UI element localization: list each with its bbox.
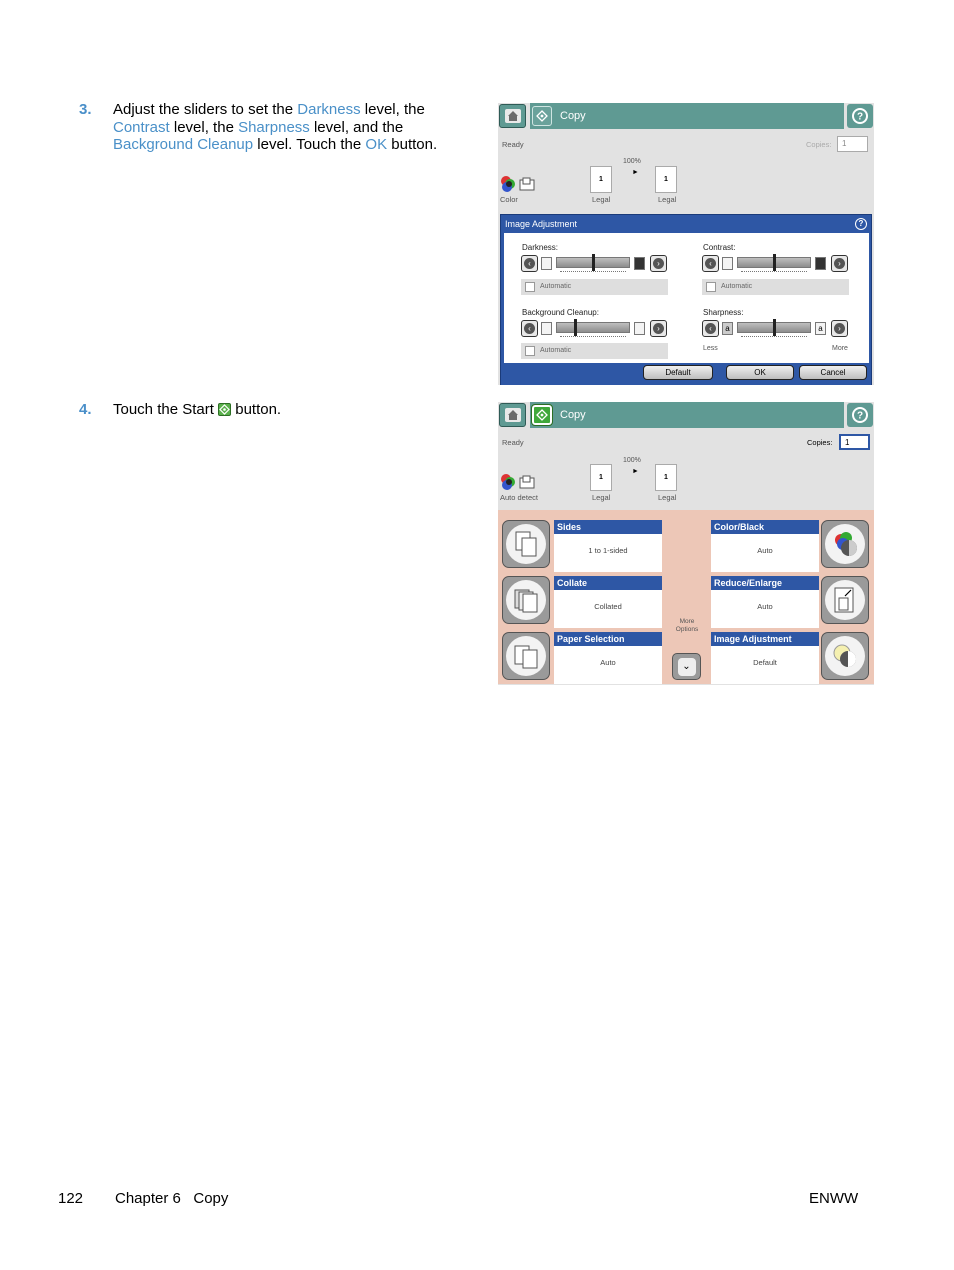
light-icon (541, 257, 552, 270)
contrast-automatic-checkbox[interactable] (702, 279, 849, 295)
slider-thumb[interactable] (592, 254, 595, 271)
title-bar-copy (530, 103, 844, 129)
background-cleanup-link[interactable]: Background Cleanup (113, 136, 254, 153)
page-number: 122 (58, 1190, 84, 1207)
background-ticks (560, 336, 626, 340)
color-mode-label: Auto detect (500, 493, 538, 502)
dialog-title: Image Adjustment (505, 219, 578, 229)
paper-right: Legal (658, 195, 677, 204)
collate-option-label: Collate (554, 576, 662, 590)
footer-right: ENWW (809, 1190, 859, 1207)
copy-options-area (498, 510, 874, 684)
darkness-link[interactable]: Darkness (297, 101, 361, 118)
collate-option[interactable] (554, 576, 662, 628)
title-bar (498, 103, 874, 129)
sharpness-increase-button[interactable]: › (831, 320, 848, 337)
low-contrast-icon (722, 257, 733, 270)
color-black-option-icon[interactable] (821, 520, 869, 568)
image-adjustment-option-value: Default (753, 658, 777, 667)
reduce-enlarge-option-icon[interactable] (821, 576, 869, 624)
paper-right: Legal (658, 493, 677, 502)
reduce-enlarge-option-label: Reduce/Enlarge (711, 576, 819, 590)
sides-option-label: Sides (554, 520, 662, 534)
status-text: Ready (502, 438, 524, 447)
copies-field[interactable]: 1 (839, 434, 870, 450)
background-automatic-checkbox[interactable] (521, 343, 668, 359)
help-icon (851, 107, 869, 125)
step-text-part: level. Touch the (253, 136, 366, 153)
paper-selection-option-value: Auto (600, 658, 616, 667)
home-button[interactable] (499, 104, 526, 128)
start-copy-icon[interactable] (532, 106, 552, 126)
color-black-option-value: Auto (757, 546, 773, 555)
collate-option-value: Collated (594, 602, 622, 611)
soft-icon: a (722, 322, 733, 335)
more-options-line: Options (675, 626, 699, 633)
background-dark-icon (634, 322, 645, 335)
start-icon (218, 403, 231, 416)
image-adjustment-option-label: Image Adjustment (711, 632, 819, 646)
step-text-part: Adjust the sliders to set the (113, 101, 298, 118)
more-options-button[interactable] (672, 653, 701, 680)
automatic-label: Automatic (721, 283, 753, 290)
sides-option[interactable] (554, 520, 662, 572)
contrast-ticks (741, 271, 807, 275)
darkness-label: Darkness: (522, 243, 559, 252)
screen-title: Copy (560, 409, 586, 421)
dark-icon (634, 257, 645, 270)
contrast-link[interactable]: Contrast (113, 118, 170, 136)
paper-left: Legal (592, 195, 611, 204)
step-text-part: button. (387, 136, 438, 153)
home-icon (505, 109, 521, 123)
copies-label: Copies: (807, 438, 833, 447)
color-black-option[interactable] (711, 520, 819, 572)
zoom-text: 100% (623, 457, 641, 464)
screen-title: Copy (560, 110, 586, 122)
paper-left: Legal (592, 493, 611, 502)
copies-label: Copies: (806, 140, 832, 149)
copy-screen-image-adjustment (498, 103, 874, 385)
output-page: 1 (655, 166, 677, 193)
slider-thumb[interactable] (574, 319, 577, 336)
cancel-button[interactable]: Cancel (799, 365, 867, 380)
step-number: 4. (79, 401, 92, 418)
copies-field[interactable]: 1 (837, 136, 868, 152)
step-number: 3. (79, 101, 92, 118)
svg-text:?: ? (856, 111, 864, 123)
contrast-decrease-button[interactable]: ‹ (702, 255, 719, 272)
sides-option-icon[interactable] (502, 520, 550, 568)
automatic-label: Automatic (540, 283, 572, 290)
step-text (113, 401, 443, 419)
darkness-increase-button[interactable]: › (650, 255, 667, 272)
slider-thumb[interactable] (773, 319, 776, 336)
help-button[interactable] (847, 403, 873, 427)
sides-option-value: 1 to 1-sided (588, 546, 628, 555)
step-text (113, 101, 443, 154)
sharpness-link[interactable]: Sharpness (238, 118, 310, 136)
start-copy-icon[interactable] (532, 405, 552, 425)
more-options-label (674, 618, 700, 634)
darkness-automatic-checkbox[interactable] (521, 279, 668, 295)
darkness-decrease-button[interactable]: ‹ (521, 255, 538, 272)
background-cleanup-label: Background Cleanup: (522, 308, 599, 317)
paper-selection-option[interactable] (554, 632, 662, 684)
copy-screen-main (498, 402, 874, 685)
title-bar (498, 402, 874, 428)
svg-text:?: ? (856, 410, 864, 422)
step-text-part: button. (231, 401, 282, 418)
slider-thumb[interactable] (773, 254, 776, 271)
reduce-enlarge-option[interactable] (711, 576, 819, 628)
paper-selection-option-label: Paper Selection (554, 632, 662, 646)
color-black-option-label: Color/Black (711, 520, 819, 534)
collate-option-icon[interactable] (502, 576, 550, 624)
step-text-part: level, the (360, 101, 425, 118)
chapter-title: Chapter 6 Copy (115, 1190, 229, 1207)
dialog-help-icon[interactable]: ? (855, 218, 867, 230)
sharp-icon: a (815, 322, 826, 335)
help-button[interactable] (847, 104, 873, 128)
contrast-label: Contrast: (703, 243, 736, 252)
automatic-label: Automatic (540, 347, 572, 354)
status-text: Ready (502, 140, 524, 149)
background-increase-button[interactable]: › (650, 320, 667, 337)
image-adjustment-dialog (500, 214, 872, 385)
image-adjustment-option-icon[interactable] (821, 632, 869, 680)
reduce-enlarge-option-value: Auto (757, 602, 773, 611)
color-mode-label: Color (500, 195, 518, 204)
background-light-icon (541, 322, 552, 335)
chevron-down-icon: ⌄ (678, 658, 696, 676)
image-adjustment-option[interactable] (711, 632, 819, 684)
help-icon (851, 406, 869, 424)
more-options-line: More (679, 618, 695, 625)
sharpness-label: Sharpness: (703, 308, 744, 317)
darkness-ticks (560, 271, 626, 275)
paper-selection-option-icon[interactable] (502, 632, 550, 680)
step-text-part: level, and the (309, 118, 404, 136)
background-cleanup-slider[interactable] (556, 322, 630, 333)
original-page: 1 (590, 166, 612, 193)
ok-link[interactable]: OK (365, 136, 388, 153)
arrow-icon: ► (632, 468, 639, 475)
background-decrease-button[interactable]: ‹ (521, 320, 538, 337)
home-icon (505, 408, 521, 422)
title-bar-copy (530, 402, 844, 428)
more-label: More (832, 345, 848, 352)
output-page: 1 (655, 464, 677, 491)
contrast-increase-button[interactable]: › (831, 255, 848, 272)
home-button[interactable] (499, 403, 526, 427)
sharpness-decrease-button[interactable]: ‹ (702, 320, 719, 337)
zoom-text: 100% (623, 158, 641, 165)
high-contrast-icon (815, 257, 826, 270)
step-text-part: level, the (169, 118, 239, 136)
ok-button[interactable]: OK (726, 365, 794, 380)
less-label: Less (703, 345, 718, 352)
default-button[interactable]: Default (643, 365, 713, 380)
arrow-icon: ► (632, 169, 639, 176)
original-page: 1 (590, 464, 612, 491)
sharpness-ticks (741, 336, 807, 340)
step-text-part: Touch the Start (113, 401, 219, 418)
dialog-body (504, 233, 869, 363)
